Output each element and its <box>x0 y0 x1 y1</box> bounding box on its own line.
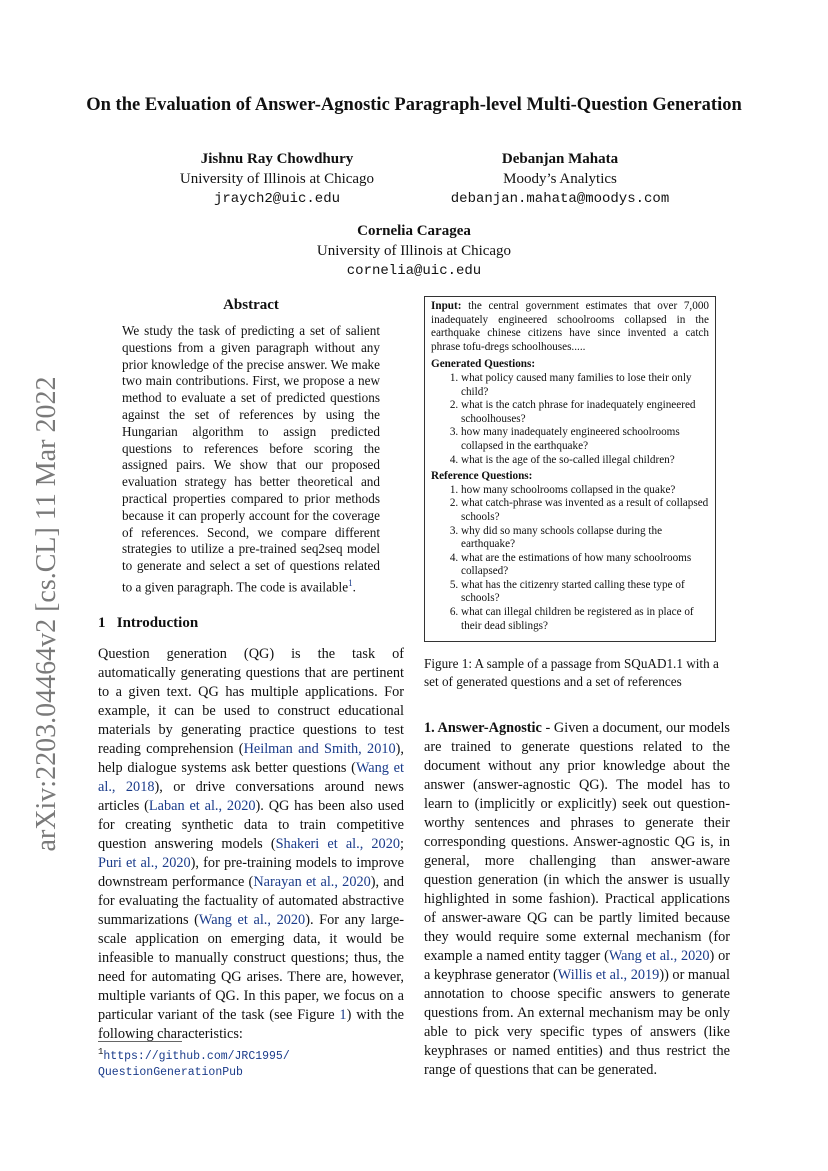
intro-text: ), help dialogue systems ask better questions ( <box>98 741 404 776</box>
reference-question: 2. what catch-phrase was invented as a result of collapsed schools? <box>461 497 709 524</box>
section-heading-introduction: 1 Introduction <box>98 615 199 631</box>
author-email[interactable]: debanjan.mahata@moodys.com <box>450 191 670 207</box>
intro-text: Question generation (QG) is the task of automatically generating questions that are pertinent to a given text. QG has multiple applications. For example, it can be used to construct educational materials by generating practice questions to test reading comprehension ( <box>98 646 404 757</box>
answer-agnostic-paragraph <box>424 719 730 1080</box>
reference-question: 6. what can illegal children be registered as in place of their dead siblings? <box>461 606 709 633</box>
intro-text: ). For any large-scale application on emerging data, it would be infeasible to manually construct questions; thus, the need for automating QG arises. There are, however, multiple variants of QG. In this paper, we focus on a particular variant of the task (see Figure <box>98 912 404 1023</box>
author-name: Jishnu Ray Chowdhury <box>200 151 354 167</box>
abstract-end: . <box>352 579 356 595</box>
reference-question: 1. how many schoolrooms collapsed in the quake? <box>461 484 709 498</box>
generated-question: 1. what policy caused many families to lose their only child? <box>461 372 709 399</box>
abstract-heading: Abstract <box>223 297 279 313</box>
intro-paragraph <box>98 645 404 1044</box>
abstract-body <box>122 323 380 596</box>
generated-question: 4. what is the age of the so-called illegal children? <box>461 454 709 468</box>
footnote-marker[interactable]: 1 <box>348 577 353 588</box>
footnote-url-line-2[interactable]: QuestionGenerationPub <box>98 1065 243 1079</box>
citation-link[interactable]: Wang et al., 2018 <box>98 760 404 795</box>
citation-link[interactable]: Puri et al., 2020 <box>98 855 191 871</box>
author-affiliation: University of Illinois at Chicago <box>316 243 512 259</box>
figure-input: Input: the central government estimates that over 7,000 inadequately engineered schoolrooms collapsed in the earthquake chinese citizens have since invented a catch phrase tofu-dregs schoolhouses..... <box>431 300 710 353</box>
reference-question: 5. what has the citizenry started calling these type of schools? <box>461 579 709 606</box>
citation-link[interactable]: Wang et al., 2020 <box>608 948 710 964</box>
citation-link[interactable]: Heilman and Smith, 2010 <box>243 741 396 757</box>
intro-text: ), or drive conversations around news articles ( <box>98 779 404 814</box>
arxiv-identifier: arXiv:2203.04464v2 [cs.CL] 11 Mar 2022 <box>31 376 62 852</box>
author-block-1 <box>150 149 404 209</box>
generated-questions-label: Generated Questions: <box>431 358 536 371</box>
citation-link[interactable]: Narayan et al., 2020 <box>253 874 371 890</box>
footnote-rule <box>98 1041 182 1042</box>
citation-link[interactable]: Shakeri et al., 2020 <box>275 836 400 852</box>
right-text: )) or manual annotation to choose specific answers to generate questions from. An external mechanism may be only able to pick very specific types of answers (like keyphrases or named entities) and thus restrict the range of questions that can be generated. <box>424 967 730 1078</box>
author-email[interactable]: cornelia@uic.edu <box>346 263 482 279</box>
citation-link[interactable]: Laban et al., 2020 <box>148 798 256 814</box>
generated-question: 2. what is the catch phrase for inadequately engineered schoolhouses? <box>461 399 709 426</box>
figure-1-caption: Figure 1: A sample of a passage from SQuAD1.1 with a set of generated questions and a set of references <box>424 656 719 689</box>
citation-link[interactable]: Wang et al., 2020 <box>198 912 306 928</box>
reference-questions-list <box>431 484 709 634</box>
intro-text: ; <box>400 836 404 852</box>
generated-question: 3. how many inadequately engineered schoolrooms collapsed in the earthquake? <box>461 426 709 453</box>
reference-question: 3. why did so many schools collapse during the earthquake? <box>461 525 709 552</box>
footnote-url-line-1[interactable]: $^1$https://github.com/JRC1995/ <box>98 1047 290 1063</box>
generated-questions-list <box>431 372 709 467</box>
author-email[interactable]: jraych2@uic.edu <box>213 191 341 207</box>
figure-reference-link[interactable]: 1 <box>339 1007 347 1023</box>
author-name: Cornelia Caragea <box>357 223 471 239</box>
figure-1-box <box>424 296 716 642</box>
reference-questions-label: Reference Questions: <box>431 470 533 483</box>
right-text: ) or a keyphrase generator ( <box>424 948 730 983</box>
intro-text: ), and for evaluating the factuality of automated abstractive summarizations ( <box>98 874 404 928</box>
author-affiliation: Moody’s Analytics <box>503 171 617 187</box>
intro-text: ) with the following characteristics: <box>98 1007 404 1042</box>
citation-link[interactable]: Willis et al., 2019 <box>557 967 660 983</box>
answer-agnostic-lead: 1. Answer-Agnostic <box>424 720 542 736</box>
paper-title: On the Evaluation of Answer-Agnostic Paragraph-level Multi-Question Generation <box>86 95 742 115</box>
author-name: Debanjan Mahata <box>501 151 619 167</box>
author-block-3 <box>264 221 564 281</box>
intro-text: ), for pre-training models to improve downstream performance ( <box>98 855 404 890</box>
abstract-text: We study the task of predicting a set of salient questions from a given paragraph without any prior knowledge of the precise answer. We make two main contributions. First, we propose a new method to evaluate a set of predicted questions against the set of references by using the Hungarian algorithm to assign predicted questions to references before scoring the assigned pairs. We show that our proposed evaluation strategy has better theoretical and practical properties compared to prior methods because it can properly account for the coverage of references. Second, we compare different strategies to utilize a pre-trained seq2seq model to generate and select a set of questions related to a given paragraph. The code is available <box>122 323 380 595</box>
footnote <box>98 1044 290 1081</box>
right-text: - Given a document, our models are trained to generate questions related to the document without any prior knowledge about the answer (answer-agnostic QG). The model has to learn to (implicitly or explicitly) seek out question-worthy sentences and phrases to generate their corresponding questions. Answer-agnostic QG is, in general, more challenging than answer-aware question generation (in which the answer is usually highlighted in some fashion). Practical applications of answer-aware QG can be partly limited because they would require some external mechanism (for example a named entity tagger ( <box>424 720 730 964</box>
intro-text: ). QG has been also used for creating synthetic data to train competitive question answering models ( <box>98 798 404 852</box>
author-block-2 <box>410 149 710 209</box>
author-affiliation: University of Illinois at Chicago <box>179 171 375 187</box>
reference-question: 4. what are the estimations of how many schoolrooms collapsed? <box>461 552 709 579</box>
